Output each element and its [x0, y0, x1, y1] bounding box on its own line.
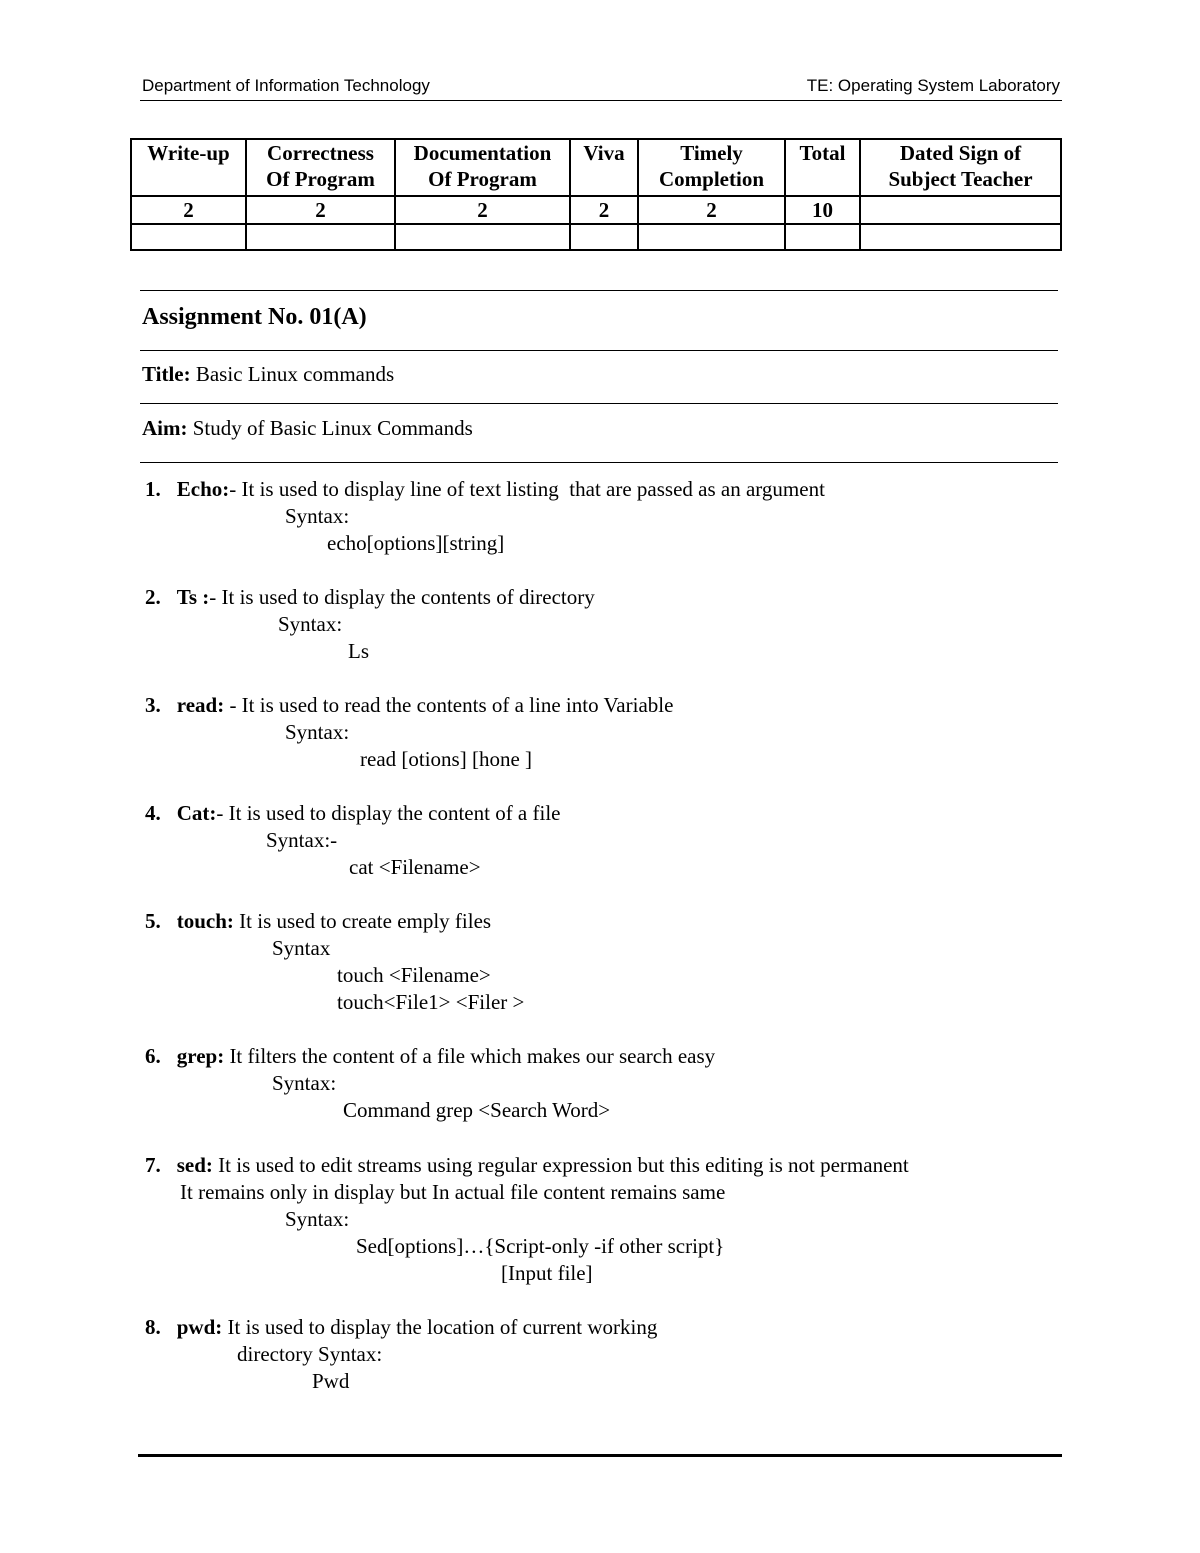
command-name: pwd:: [176, 1315, 223, 1339]
aim-value: Study of Basic Linux Commands: [187, 416, 473, 440]
command-name: sed:: [176, 1153, 213, 1177]
marks-score-row: [131, 224, 1061, 250]
command-item: [145, 908, 491, 935]
command-syntax-line: Sed[options]…{Script-only -if other script}: [356, 1234, 725, 1258]
command-item: [145, 584, 595, 611]
command-syntax-line: Command grep <Search Word>: [343, 1098, 611, 1122]
command-name: Echo:: [176, 477, 230, 501]
command-description: - It is used to display line of text listing that are passed as an argument: [229, 477, 825, 501]
max-documentation: 2: [395, 196, 570, 224]
command-syntax-line: Syntax:: [285, 720, 350, 744]
command-description: - It is used to read the contents of a line into Variable: [224, 693, 674, 717]
item-number: 6.: [145, 1044, 161, 1068]
marks-header-row: [131, 139, 1061, 196]
score-cell: [395, 224, 570, 250]
command-item: [145, 800, 561, 827]
footer-rule: [138, 1454, 1062, 1457]
command-syntax-line: touch <Filename>: [337, 963, 491, 987]
command-description: - It is used to display the content of a file: [216, 801, 561, 825]
title-label: Title:: [142, 362, 191, 386]
max-sign: [860, 196, 1061, 224]
command-syntax-line: directory Syntax:: [237, 1342, 383, 1366]
item-number: 2.: [145, 585, 161, 609]
header-documentation: Documentation Of Program: [395, 139, 570, 196]
command-name: Ts :: [176, 585, 210, 609]
score-cell: [570, 224, 638, 250]
score-cell: [785, 224, 860, 250]
header-viva: Viva: [570, 139, 638, 196]
command-description: It filters the content of a file which makes our search easy: [224, 1044, 716, 1068]
separator-line: [140, 403, 1058, 404]
command-name: Cat:: [176, 801, 217, 825]
aim-label: Aim:: [142, 416, 188, 440]
command-description: It is used to edit streams using regular expression but this editing is not permanent: [212, 1153, 909, 1177]
department-name: Department of Information Technology: [142, 76, 430, 95]
command-syntax-line: Syntax:-: [266, 828, 338, 852]
command-syntax-line: It remains only in display but In actual file content remains same: [180, 1180, 726, 1204]
command-item: [145, 476, 825, 503]
command-syntax-line: echo[options][string]: [327, 531, 505, 555]
max-timely: 2: [638, 196, 785, 224]
course-name: TE: Operating System Laboratory: [806, 76, 1060, 95]
score-cell: [860, 224, 1061, 250]
page-header: [140, 76, 1062, 101]
item-number: 4.: [145, 801, 161, 825]
title-value: Basic Linux commands: [190, 362, 395, 386]
score-cell: [131, 224, 246, 250]
command-syntax-line: [Input file]: [501, 1261, 593, 1285]
item-number: 8.: [145, 1315, 161, 1339]
command-item: [145, 1043, 715, 1070]
header-timely-completion: Timely Completion: [638, 139, 785, 196]
command-description: - It is used to display the contents of directory: [209, 585, 595, 609]
command-description: It is used to create emply files: [233, 909, 492, 933]
header-correctness: Correctness Of Program: [246, 139, 395, 196]
aim-line: [142, 416, 473, 441]
command-syntax-line: cat <Filename>: [349, 855, 481, 879]
max-correctness: 2: [246, 196, 395, 224]
max-write-up: 2: [131, 196, 246, 224]
command-syntax-line: Syntax:: [278, 612, 343, 636]
command-description: It is used to display the location of current working: [222, 1315, 658, 1339]
command-name: grep:: [176, 1044, 225, 1068]
marks-max-row: [131, 196, 1061, 224]
header-write-up: Write-up: [131, 139, 246, 196]
command-syntax-line: read [otions] [hone ]: [360, 747, 533, 771]
separator-line: [140, 350, 1058, 351]
marks-table: [130, 138, 1062, 251]
command-syntax-line: touch<File1> <Filer >: [337, 990, 525, 1014]
command-item: [145, 692, 673, 719]
item-number: 1.: [145, 477, 161, 501]
command-name: read:: [176, 693, 225, 717]
separator-line: [140, 462, 1058, 463]
command-syntax-line: Ls: [348, 639, 369, 663]
command-name: touch:: [176, 909, 234, 933]
item-number: 5.: [145, 909, 161, 933]
command-syntax-line: Syntax:: [272, 1071, 337, 1095]
command-item: [145, 1314, 657, 1341]
command-item: [145, 1152, 909, 1179]
header-total: Total: [785, 139, 860, 196]
item-number: 7.: [145, 1153, 161, 1177]
item-number: 3.: [145, 693, 161, 717]
max-total: 10: [785, 196, 860, 224]
separator-line: [140, 290, 1058, 291]
header-dated-sign: Dated Sign of Subject Teacher: [860, 139, 1061, 196]
assignment-heading: Assignment No. 01(A): [142, 304, 367, 330]
score-cell: [638, 224, 785, 250]
max-viva: 2: [570, 196, 638, 224]
command-syntax-line: Syntax:: [285, 504, 350, 528]
command-syntax-line: Syntax:: [285, 1207, 350, 1231]
title-line: [142, 362, 394, 387]
command-syntax-line: Syntax: [272, 936, 331, 960]
score-cell: [246, 224, 395, 250]
command-syntax-line: Pwd: [312, 1369, 350, 1393]
